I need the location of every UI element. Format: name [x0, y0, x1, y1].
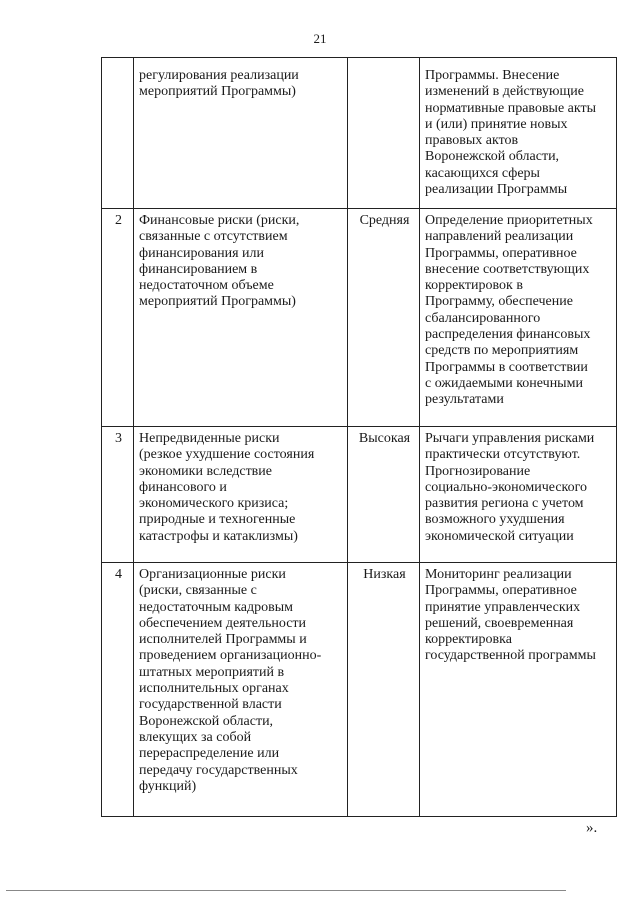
risk-measures-cell	[420, 427, 617, 563]
table-row	[102, 427, 617, 563]
risk-level-cell: Средняя	[348, 209, 420, 427]
risk-name-cell	[134, 427, 348, 563]
risk-measures-cell	[420, 58, 617, 209]
risk-measures-text: Определение приоритетных направлений реализации Программы, оперативное внесение соответствующих корректировок в Программу, обеспечение сбалансированного распределения финансовых средств по мероприятиям Программы в соответствии с ожидаемыми конечными результатами	[425, 213, 593, 408]
row-number-cell: 2	[102, 209, 134, 427]
risk-name-cell	[134, 58, 348, 209]
risk-name-text: Организационные риски (риски, связанные с недостаточным кадровым обеспечением деятельности исполнителей Программы и проведением организационно- штатных мероприятий в исполнительных органах государственной власти Воронежской области, влекущих за собой перераспределение или передачу государственных функций)	[139, 567, 322, 794]
risk-measures-text: Программы. Внесение изменений в действующие нормативные правовые акты и (или) принятие новых правовых актов Воронежской области, касающихся сферы реализации Программы	[425, 68, 597, 198]
table-row	[102, 563, 617, 817]
risk-measures-cell	[420, 563, 617, 817]
bottom-divider	[6, 890, 566, 891]
row-number-cell	[102, 58, 134, 209]
risk-name-text: Финансовые риски (риски, связанные с отсутствием финансирования или финансированием в недостаточном объеме мероприятий Программы)	[139, 213, 300, 310]
risk-measures-text: Рычаги управления рисками практически отсутствуют. Прогнозирование социально-экономического развития региона с учетом возможного ухудшения экономической ситуации	[425, 431, 595, 544]
risk-name-text: регулирования реализации мероприятий Программы)	[139, 68, 299, 100]
risk-name-text: Непредвиденные риски (резкое ухудшение состояния экономики вследствие финансового и экономического кризиса; природные и техногенные катастрофы и катаклизмы)	[139, 431, 315, 544]
risk-measures-cell	[420, 209, 617, 427]
table-row	[102, 209, 617, 427]
risk-table	[101, 57, 617, 817]
row-number-cell: 4	[102, 563, 134, 817]
risk-level-cell: Высокая	[348, 427, 420, 563]
closing-quote-mark: ».	[586, 820, 598, 836]
risk-name-cell	[134, 209, 348, 427]
risk-level-cell: Низкая	[348, 563, 420, 817]
page-number: 21	[313, 31, 327, 46]
table-row	[102, 58, 617, 209]
row-number-cell: 3	[102, 427, 134, 563]
risk-name-cell	[134, 563, 348, 817]
risk-measures-text: Мониторинг реализации Программы, оперативное принятие управленческих решений, своевременная корректировка государственной программы	[425, 567, 596, 664]
risk-level-cell	[348, 58, 420, 209]
